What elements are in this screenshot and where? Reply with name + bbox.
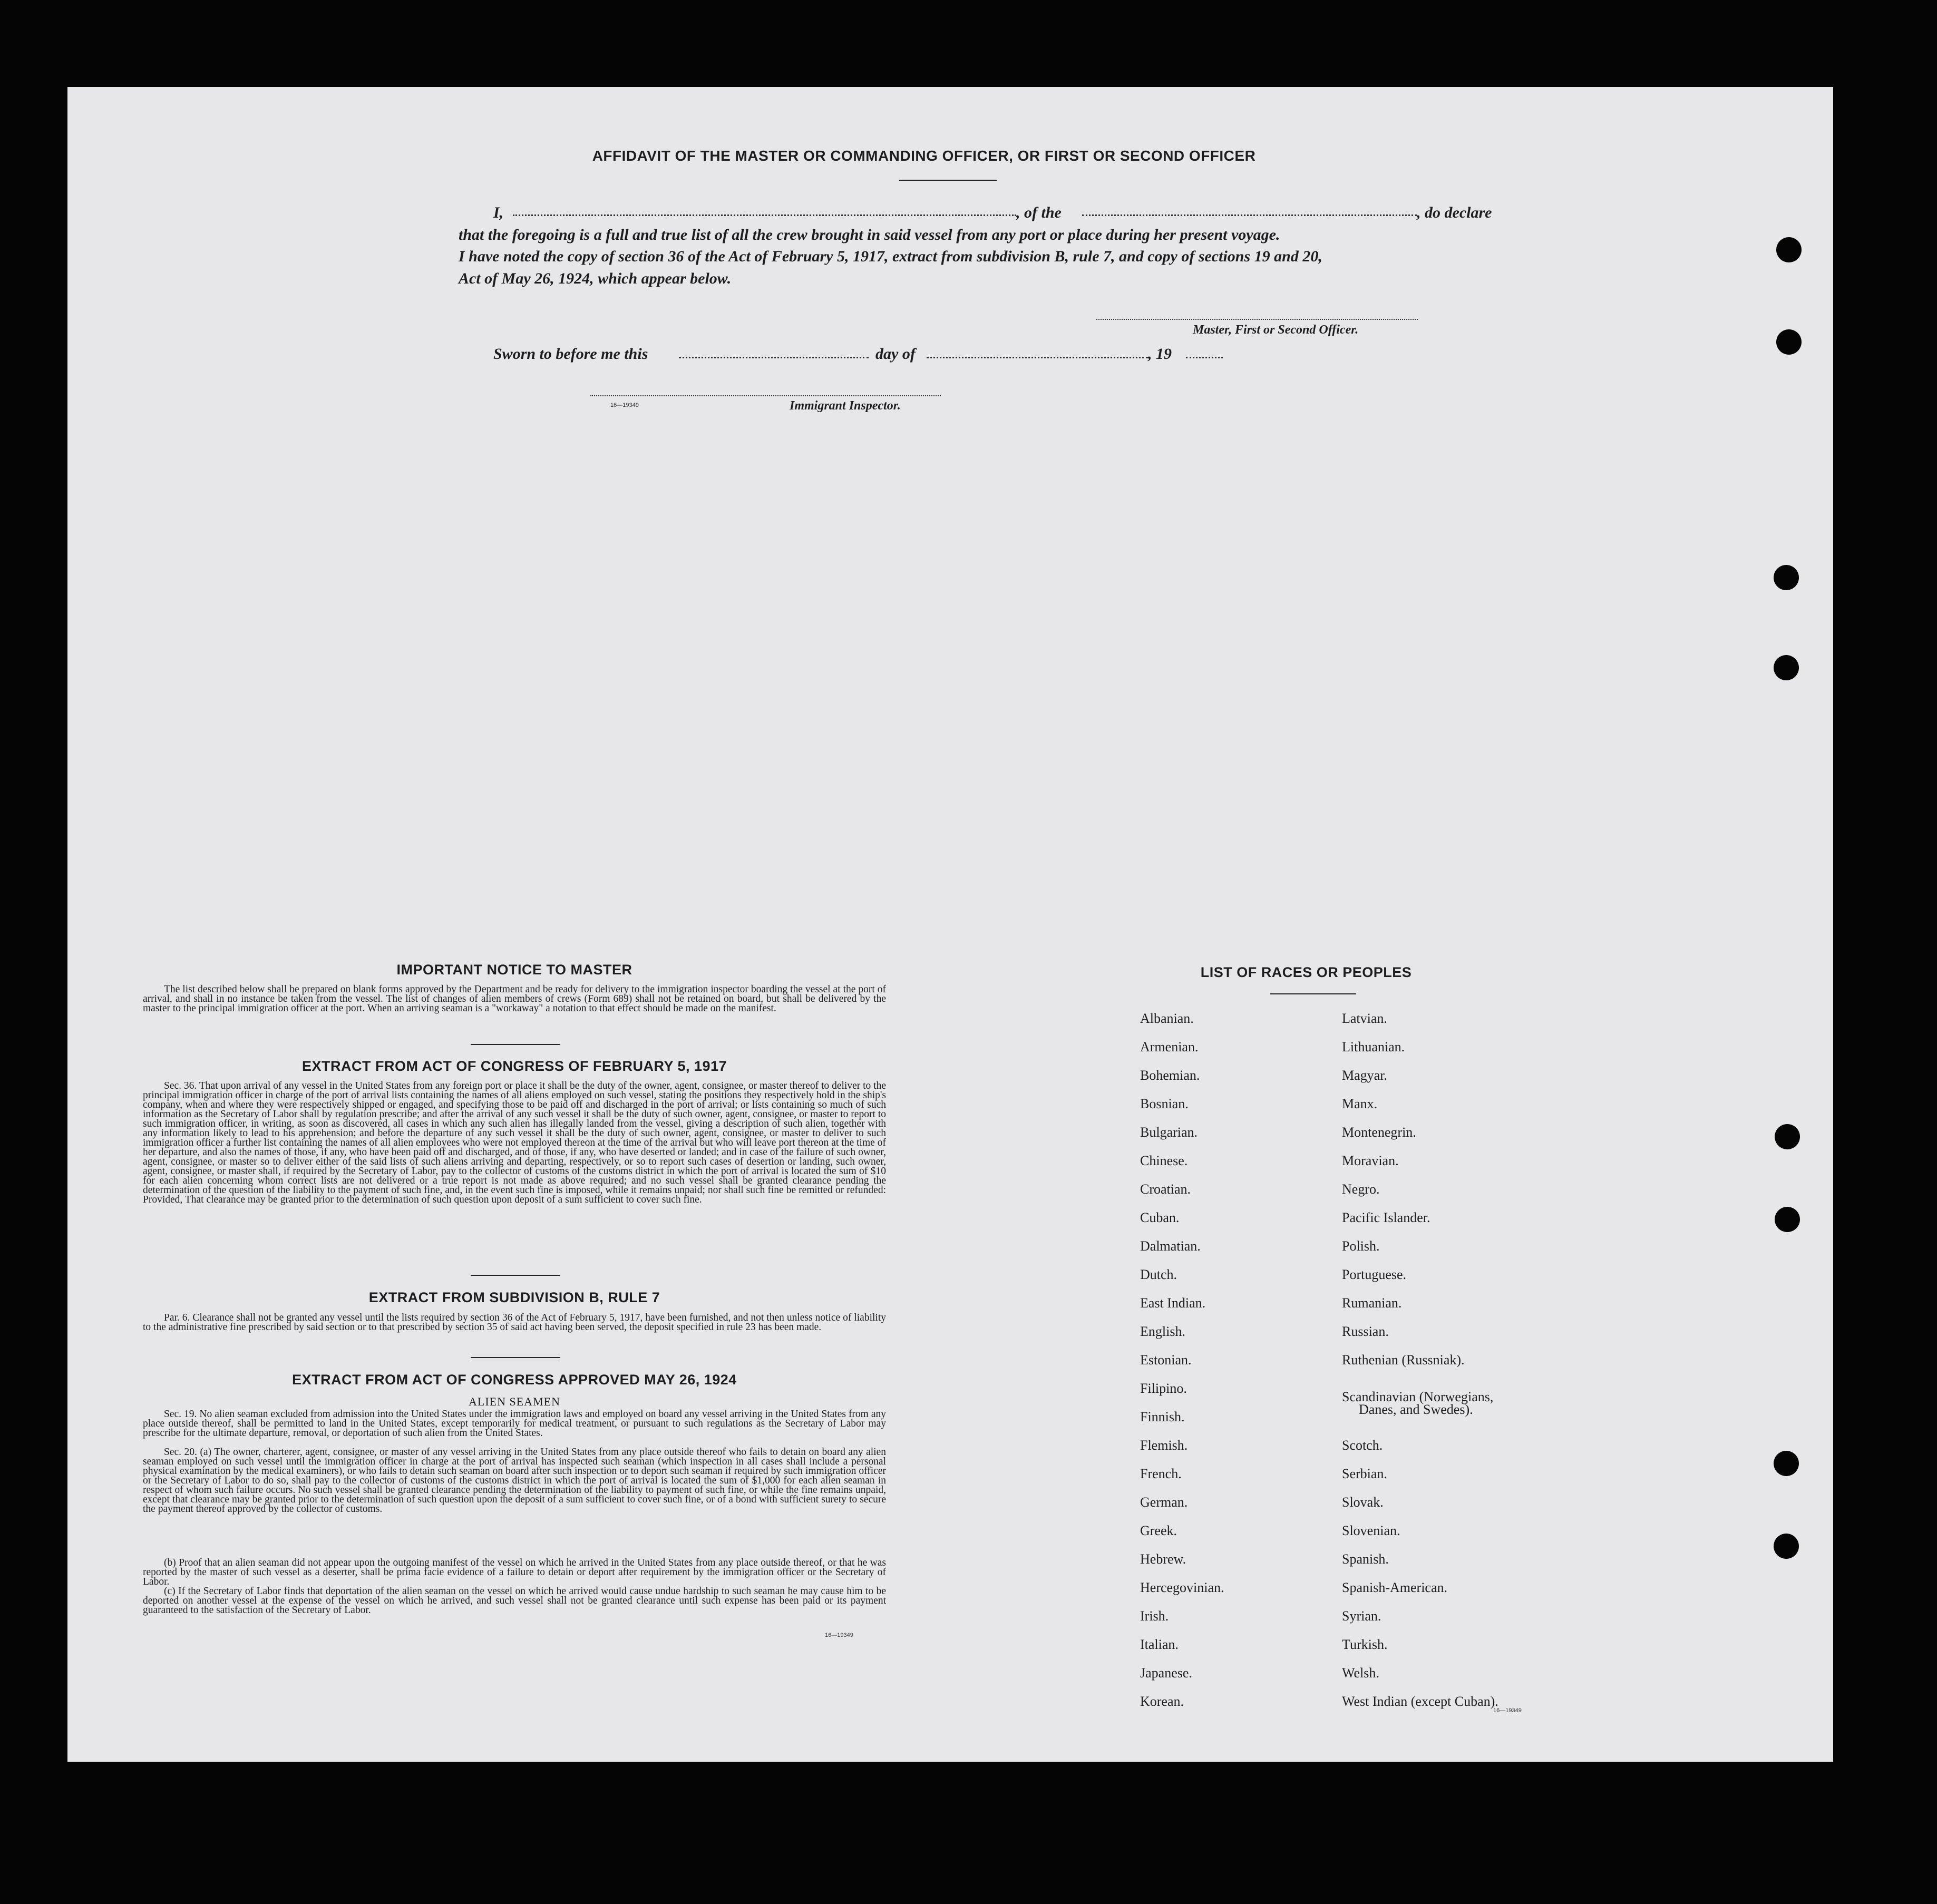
sec19-body: Sec. 19. No alien seaman excluded from admission into the United States under the immigration laws and employed on board any vessel arriving in the United States from any place outside thereof, shall be permitted to land in the United States, except temporarily for medical treatment, or pursuant to such regulations as the Secretary of Labor may prescribe for the ultimate departure, removal, or deportation of such alien from the United States. xyxy=(143,1409,886,1439)
race-item: French. xyxy=(1140,1466,1182,1481)
race-item: Scandinavian (Norwegians, xyxy=(1342,1389,1494,1404)
inspector-form-code: 16—19349 xyxy=(610,402,639,408)
race-item: Spanish-American. xyxy=(1342,1580,1448,1595)
binder-hole xyxy=(1776,237,1802,262)
race-item: Italian. xyxy=(1140,1637,1179,1652)
race-item: Hercegovinian. xyxy=(1140,1580,1224,1595)
binder-hole xyxy=(1774,1451,1799,1476)
race-item-continuation: Danes, and Swedes). xyxy=(1359,1402,1473,1417)
extract-1924-title: EXTRACT FROM ACT OF CONGRESS APPROVED MAY 26, 1924 xyxy=(292,1372,737,1388)
binder-hole xyxy=(1775,1207,1800,1232)
divider xyxy=(471,1357,560,1358)
race-item: Manx. xyxy=(1342,1096,1378,1111)
race-item: Polish. xyxy=(1342,1238,1380,1254)
vessel-name-field[interactable] xyxy=(1082,214,1417,216)
race-item: Finnish. xyxy=(1140,1409,1185,1424)
declare-label: , do declare xyxy=(1417,204,1492,221)
race-item: Bulgarian. xyxy=(1140,1125,1198,1140)
affidavit-line-2: that the foregoing is a full and true list of all the crew brought in said vessel from any port or place during her present voyage. xyxy=(459,226,1280,243)
sworn-day-field[interactable] xyxy=(679,357,869,358)
divider xyxy=(471,1044,560,1045)
rule7-title: EXTRACT FROM SUBDIVISION B, RULE 7 xyxy=(368,1290,660,1305)
binder-hole xyxy=(1776,329,1802,355)
inspector-signature-field[interactable] xyxy=(590,395,941,396)
race-item: Croatian. xyxy=(1140,1182,1191,1197)
sec20b-body: (b) Proof that an alien seaman did not appear upon the outgoing manifest of the vessel on which he arrived in the United States from any place outside thereof, or that he was reported by the master of such vessel as a deserter, shall be prima facie evidence of a failure to detain or deport after requirement by the immigration officer or the Secretary of Labor. xyxy=(143,1557,886,1587)
affidavit-line-4: Act of May 26, 1924, which appear below. xyxy=(459,270,732,287)
master-signature-field[interactable] xyxy=(1096,319,1418,320)
race-item: Spanish. xyxy=(1342,1551,1389,1567)
form-code: 16—19349 xyxy=(825,1632,853,1638)
race-item: Scotch. xyxy=(1342,1438,1383,1453)
sworn-month-field[interactable] xyxy=(927,357,1148,358)
race-item: Japanese. xyxy=(1140,1665,1192,1681)
race-item: Greek. xyxy=(1140,1523,1177,1538)
race-item: Albanian. xyxy=(1140,1011,1194,1026)
alien-seamen-subtitle: ALIEN SEAMEN xyxy=(469,1395,560,1408)
race-item: German. xyxy=(1140,1495,1188,1510)
race-item: Portuguese. xyxy=(1342,1267,1407,1282)
race-item: Rumanian. xyxy=(1342,1295,1402,1311)
race-item: Pacific Islander. xyxy=(1342,1210,1430,1225)
race-item: Magyar. xyxy=(1342,1068,1387,1083)
race-item: Turkish. xyxy=(1342,1637,1388,1652)
declarant-prefix: I, xyxy=(493,204,504,221)
race-item: Slovenian. xyxy=(1342,1523,1400,1538)
race-item: Flemish. xyxy=(1140,1438,1188,1453)
race-item: Estonian. xyxy=(1140,1352,1192,1368)
title-underline xyxy=(899,180,997,181)
master-signature-label: Master, First or Second Officer. xyxy=(1193,323,1359,337)
race-item: Montenegrin. xyxy=(1342,1125,1416,1140)
race-item: Negro. xyxy=(1342,1182,1380,1197)
race-item: Dalmatian. xyxy=(1140,1238,1201,1254)
race-item: Filipino. xyxy=(1140,1381,1187,1396)
race-item: Serbian. xyxy=(1342,1466,1387,1481)
race-item: Moravian. xyxy=(1342,1153,1399,1168)
race-item: Russian. xyxy=(1342,1324,1389,1339)
binder-hole xyxy=(1774,655,1799,680)
extract-1917-title: EXTRACT FROM ACT OF CONGRESS OF FEBRUARY 5, 1917 xyxy=(301,1058,727,1074)
binder-hole xyxy=(1775,1124,1800,1149)
of-the-label: , of the xyxy=(1016,204,1062,221)
race-item: Welsh. xyxy=(1342,1665,1379,1681)
race-item: Bosnian. xyxy=(1140,1096,1189,1111)
race-item: Korean. xyxy=(1140,1694,1184,1709)
rule7-body: Par. 6. Clearance shall not be granted any vessel until the lists required by section 36 of the Act of February 5, 1917, have been furnished, and not then unless notice of liability to the administrative fine prescribed by said section or to that prescribed by section 35 of said act having been served, the deposit specified in rule 23 has been made. xyxy=(143,1312,886,1333)
race-item: Slovak. xyxy=(1342,1495,1384,1510)
race-item: Dutch. xyxy=(1140,1267,1177,1282)
race-item: Armenian. xyxy=(1140,1039,1199,1054)
race-item: East Indian. xyxy=(1140,1295,1206,1311)
race-item: Cuban. xyxy=(1140,1210,1180,1225)
sec20c-body: (c) If the Secretary of Labor finds that deportation of the alien seaman on the vessel on which he arrived would cause undue hardship to such seaman he may cause him to be deported on another vessel at the expense of the vessel on which he arrived, and such vessel shall not be granted clearance until such expense has been paid or its payment guaranteed to the satisfaction of the Secretary of Labor. xyxy=(143,1586,886,1616)
divider xyxy=(471,1275,560,1276)
extract-1917-body: Sec. 36. That upon arrival of any vessel in the United States from any foreign port or place it shall be the duty of the owner, agent, consignee, or master thereof to deliver to the principal immigration officer in charge of the port of arrival lists containing the names of all aliens employed on such vessel, stating the positions they respectively hold in the ship's company, when and where they were respectively shipped or engaged, and specifying those to be paid off and discharged in the port of arrival; or lists containing so much of such information as the Secretary of Labor shall by regulation prescribe; and after the arrival of any such vessel it shall be the duty of such owner, agent, consignee, or master to report to such immigration officer, in writing, as soon as discovered, all cases in which any such alien has illegally landed from the vessel, giving a description of such alien, together with any information likely to lead to his apprehension; and before the departure of any such vessel it shall be the duty of such owner, agent, consignee, or master to deliver to such immigration officer a further list containing the names of all alien employees who were not employed thereon at the time of the arrival but who will leave port thereon at the time of her departure, and also the names of those, if any, who have been paid off and discharged, and of those, if any, who have deserted or landed; and in case of the failure of such owner, agent, consignee, or master so to deliver either of the said lists of such aliens arriving and departing, respectively, or so to report such cases of desertion or landing, such owner, agent, consignee, or master shall, if required by the Secretary of Labor, pay to the collector of customs of the customs district in which the port of arrival is located the sum of $10 for each alien concerning whom correct lists are not delivered or a true report is not made as above required; and no such vessel shall be granted clearance pending the determination of the question of the liability to the payment of such fine, and, in the event such fine is imposed, while it remains unpaid; nor shall such fine be remitted or refunded: Provided, That clearance may be granted prior to the determination of such question upon deposit of a sum sufficient to cover such fine. xyxy=(143,1080,886,1205)
race-item: Ruthenian (Russniak). xyxy=(1342,1352,1465,1368)
races-form-code: 16—19349 xyxy=(1493,1707,1522,1714)
race-item: Latvian. xyxy=(1342,1011,1387,1026)
race-item: Syrian. xyxy=(1342,1608,1381,1624)
race-item: Hebrew. xyxy=(1140,1551,1186,1567)
race-item: Irish. xyxy=(1140,1608,1169,1624)
sworn-year-field[interactable] xyxy=(1186,357,1223,358)
year-label: , 19 xyxy=(1148,345,1172,363)
day-of-label: day of xyxy=(875,345,916,363)
binder-hole xyxy=(1774,565,1799,590)
races-title-underline xyxy=(1270,993,1356,994)
affidavit-line-3: I have noted the copy of section 36 of the Act of February 5, 1917, extract from subdivision B, rule 7, and copy of sections 19 and 20, xyxy=(459,248,1322,265)
notice-title: IMPORTANT NOTICE TO MASTER xyxy=(396,962,632,978)
races-title: LIST OF RACES OR PEOPLES xyxy=(1200,964,1412,980)
race-item: West Indian (except Cuban). xyxy=(1342,1694,1498,1709)
sec20a-body: Sec. 20. (a) The owner, charterer, agent, consignee, or master of any vessel arriving in the United States from any place outside thereof who fails to detain on board any alien seaman employed on such vessel until the immigration officer in charge at the port of arrival has inspected such seaman (which inspection in all cases shall include a personal physical examination by the medical examiners), or who fails to detain such seaman on board after such inspection or to deport such seaman if required by such immigration officer or the Secretary of Labor to do so, shall pay to the collector of customs of the customs district in which the port of arrival is located the sum of $1,000 for each alien seaman in respect of whom such failure occurs. No such vessel shall be granted clearance pending the determination of the liability to payment of such fine, or while the fine remains unpaid, except that clearance may be granted prior to the determination of such question upon the deposit of a sum sufficient to cover such fine, or of a bond with sufficient surety to secure the payment thereof approved by the collector of customs. xyxy=(143,1447,886,1515)
affidavit-title: AFFIDAVIT OF THE MASTER OR COMMANDING OFFICER, OR FIRST OR SECOND OFFICER xyxy=(592,148,1256,164)
race-item: Lithuanian. xyxy=(1342,1039,1405,1054)
binder-hole xyxy=(1774,1534,1799,1559)
inspector-signature-label: Immigrant Inspector. xyxy=(790,399,901,413)
race-item: Bohemian. xyxy=(1140,1068,1200,1083)
declarant-name-field[interactable] xyxy=(513,214,1016,216)
race-item: Chinese. xyxy=(1140,1153,1188,1168)
notice-body: The list described below shall be prepared on blank forms approved by the Department and be ready for delivery to the immigration inspector boarding the vessel at the port of arrival, and shall in no instance be taken from the vessel. The list of changes of alien members of crews (Form 689) shall not be retained on board, but shall be delivered by the master to the principal immigration officer at the port. When an arriving seaman is a "workaway" a notation to that effect should be made on the manifest. xyxy=(143,984,886,1014)
document-sheet xyxy=(67,87,1833,1762)
race-item: English. xyxy=(1140,1324,1185,1339)
sworn-prefix: Sworn to before me this xyxy=(493,345,648,363)
